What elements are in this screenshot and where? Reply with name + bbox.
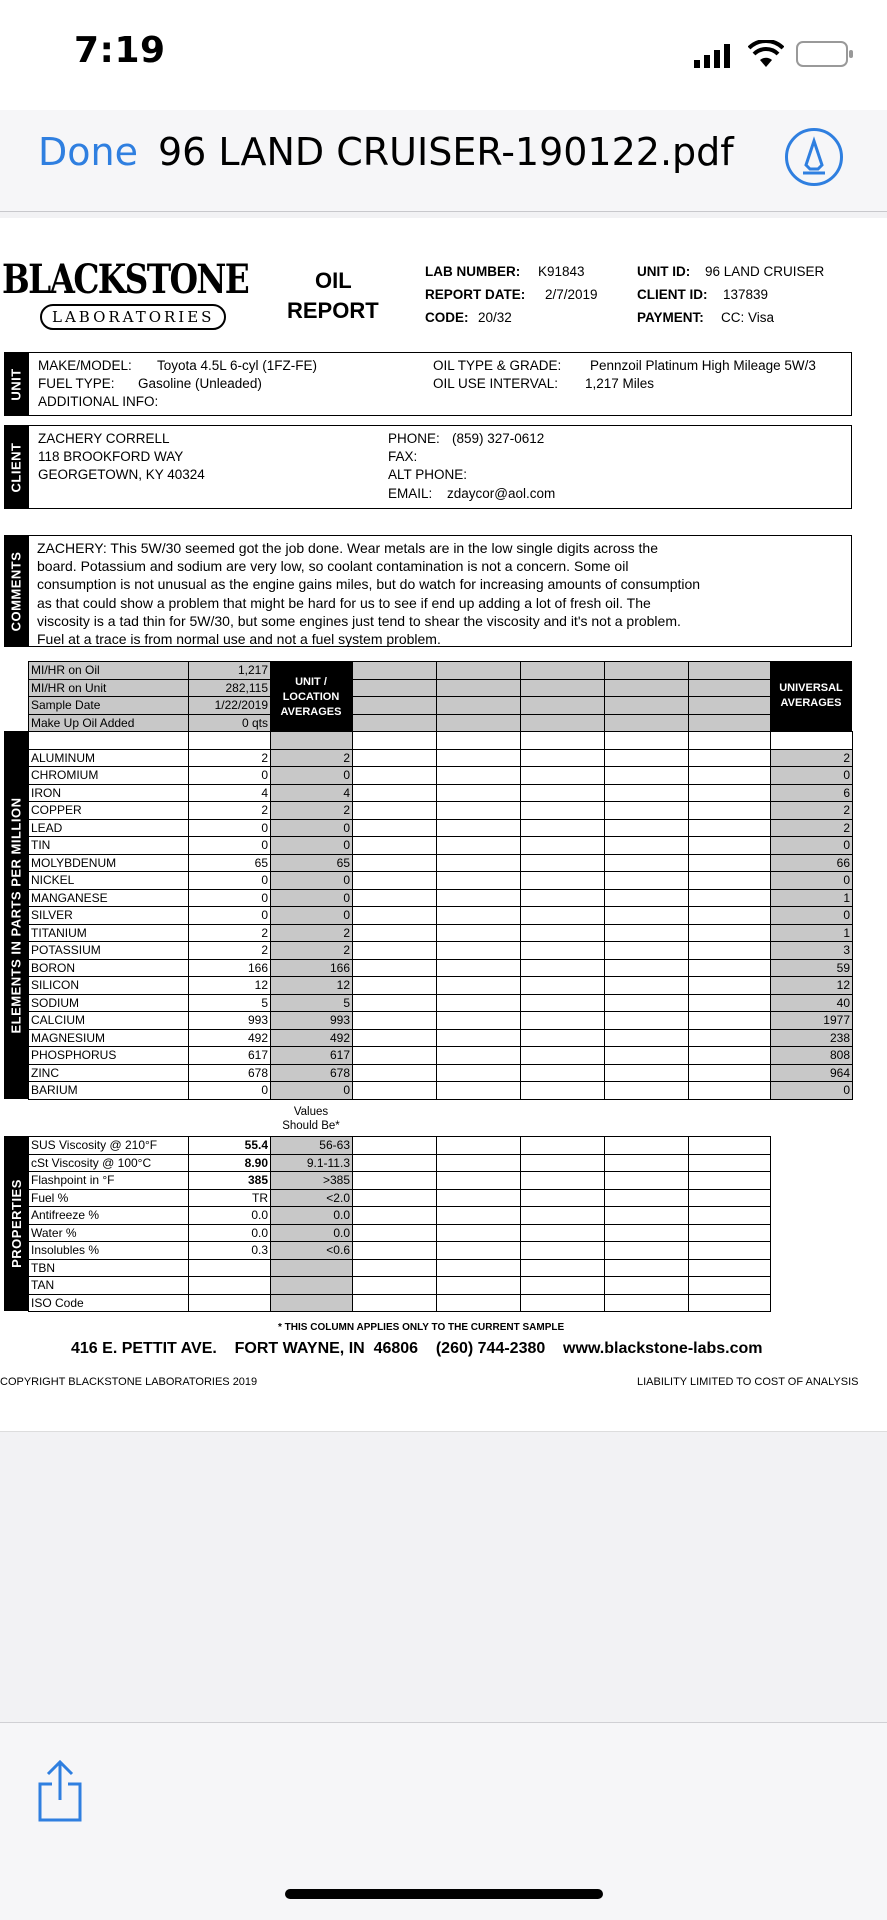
table-row: BORON 166 166 59: [29, 959, 853, 977]
pdf-page: [0, 218, 887, 1432]
blackstone-logo: [2, 258, 250, 338]
clock: 7:19: [74, 30, 166, 71]
fuel-type: Gasoline (Unleaded): [138, 376, 262, 391]
report-title: REPORT: [287, 298, 379, 323]
table-row: Sample Date 1/22/2019: [29, 697, 271, 715]
unit-id: 96 LAND CRUISER: [705, 264, 825, 279]
report-date: 2/7/2019: [545, 287, 598, 302]
properties-table: [28, 1136, 771, 1312]
table-row: Flashpoint in °F 385 >385: [29, 1172, 771, 1190]
additional-info-label: ADDITIONAL INFO:: [38, 394, 159, 409]
sample-table: [28, 661, 271, 732]
unit-averages-header: UNIT / LOCATION AVERAGES: [270, 661, 352, 731]
universal-averages-header: UNIVERSAL AVERAGES: [770, 661, 852, 731]
make-model-label: MAKE/MODEL:: [38, 358, 132, 373]
table-row: MAGNESIUM 492 492 238: [29, 1029, 853, 1047]
client-id: 137839: [723, 287, 769, 302]
lab-number-label: LAB NUMBER:: [425, 264, 521, 279]
payment-label: PAYMENT:: [637, 310, 704, 325]
liability: LIABILITY LIMITED TO COST OF ANALYSIS: [637, 1376, 859, 1388]
markup-pen-icon[interactable]: [785, 128, 843, 186]
oil-type-label: OIL TYPE & GRADE:: [433, 358, 562, 373]
table-row: LEAD 0 0 2: [29, 819, 853, 837]
table-row: CALCIUM 993 993 1977: [29, 1012, 853, 1030]
oil-use: 1,217 Miles: [585, 376, 655, 391]
lab-address: 416 E. PETTIT AVE. FORT WAYNE, IN 46806 (260) 744-2380 www.blackstone-labs.com: [71, 1340, 763, 1357]
share-icon[interactable]: [36, 1760, 84, 1822]
fuel-type-label: FUEL TYPE:: [38, 376, 115, 391]
home-indicator: [285, 1889, 603, 1899]
oil-use-label: OIL USE INTERVAL:: [433, 376, 559, 391]
table-row: TIN 0 0 0: [29, 837, 853, 855]
footnote: * THIS COLUMN APPLIES ONLY TO THE CURRENT SAMPLE: [278, 1322, 565, 1333]
phone: (859) 327-0612: [452, 431, 545, 446]
table-row: BARIUM 0 0 0: [29, 1082, 853, 1100]
oil-title: OIL: [315, 268, 352, 293]
done-button[interactable]: Done: [38, 130, 138, 174]
table-row: ISO Code: [29, 1294, 771, 1312]
table-row: Antifreeze % 0.0 0.0: [29, 1207, 771, 1225]
logo-name: BLACKSTONE: [2, 256, 249, 303]
table-row: TITANIUM 2 2 1: [29, 924, 853, 942]
client-id-label: CLIENT ID:: [637, 287, 708, 302]
signal-icon: [694, 44, 732, 68]
code-label: CODE:: [425, 310, 469, 325]
table-row: cSt Viscosity @ 100°C 8.90 9.1-11.3: [29, 1154, 771, 1172]
unit-id-label: UNIT ID:: [637, 264, 691, 279]
report-date-label: REPORT DATE:: [425, 287, 526, 302]
email-label: EMAIL:: [388, 486, 433, 501]
table-row: SILICON 12 12 12: [29, 977, 853, 995]
table-row: CHROMIUM 0 0 0: [29, 767, 853, 785]
table-row: Insolubles % 0.3 <0.6: [29, 1242, 771, 1260]
table-row: MI/HR on Unit 282,115: [29, 679, 271, 697]
table-row: PHOSPHORUS 617 617 808: [29, 1047, 853, 1065]
table-row: Water % 0.0 0.0: [29, 1224, 771, 1242]
table-row: NICKEL 0 0 0: [29, 872, 853, 890]
client-section-label: CLIENT: [4, 425, 28, 509]
client-street: 118 BROOKFORD WAY: [38, 449, 184, 464]
table-row: IRON 4 4 6: [29, 784, 853, 802]
oil-type: Pennzoil Platinum High Mileage 5W/3: [590, 358, 816, 373]
table-row: SILVER 0 0 0: [29, 907, 853, 925]
table-row: TAN: [29, 1277, 771, 1295]
comments-text: ZACHERY: This 5W/30 seemed got the job done. Wear metals are in the low single digits across the board. Potassium and sodium are very low, so coolant contamination is not a concern. Some oil consumption is not unusual as the engine gains miles, but do watch for increasing amounts of consumption as that could show a problem that might be hard for us to see if end up adding a lot of fresh oil. The viscosity is a tad thin for 5W/30, but some engines just tend to shear the viscosity and it's not a problem. Fuel at a trace is from normal use and not a fuel system problem.: [37, 540, 701, 648]
fax-label: FAX:: [388, 449, 418, 464]
table-row: SODIUM 5 5 40: [29, 994, 853, 1012]
sample-grid: [352, 661, 771, 732]
logo-subtitle: LABORATORIES: [40, 304, 226, 330]
status-bar: [0, 0, 887, 110]
properties-section-label: PROPERTIES: [4, 1136, 28, 1311]
lab-number: K91843: [538, 264, 585, 279]
payment: CC: Visa: [721, 310, 775, 325]
table-row: Fuel % TR <2.0: [29, 1189, 771, 1207]
table-row: MI/HR on Oil 1,217: [29, 662, 271, 680]
email: zdaycor@aol.com: [447, 486, 556, 501]
make-model: Toyota 4.5L 6-cyl (1FZ-FE): [157, 358, 318, 373]
table-row: Make Up Oil Added 0 qts: [29, 714, 271, 732]
table-row: TBN: [29, 1259, 771, 1277]
unit-section-label: UNIT: [4, 352, 28, 416]
alt-phone-label: ALT PHONE:: [388, 467, 468, 482]
elements-section-label: ELEMENTS IN PARTS PER MILLION: [4, 731, 28, 1099]
client-city: GEORGETOWN, KY 40324: [38, 467, 205, 482]
table-row: POTASSIUM 2 2 3: [29, 942, 853, 960]
client-name: ZACHERY CORRELL: [38, 431, 170, 446]
table-row: MANGANESE 0 0 1: [29, 889, 853, 907]
phone-label: PHONE:: [388, 431, 440, 446]
pdf-nav-bar: [0, 110, 887, 212]
wifi-icon: [748, 40, 784, 68]
battery-icon: [796, 40, 854, 68]
table-row: ALUMINUM 2 2 2: [29, 749, 853, 767]
code: 20/32: [478, 310, 512, 325]
document-title: 96 LAND CRUISER-190122.pdf: [158, 130, 734, 174]
should-be-header: Values Should Be*: [282, 1106, 340, 1132]
table-row: ZINC 678 678 964: [29, 1064, 853, 1082]
elements-table: [28, 731, 853, 1100]
comments-section-label: COMMENTS: [4, 535, 28, 647]
table-row: MOLYBDENUM 65 65 66: [29, 854, 853, 872]
copyright: COPYRIGHT BLACKSTONE LABORATORIES 2019: [0, 1376, 258, 1388]
table-row: SUS Viscosity @ 210°F 55.4 56-63: [29, 1137, 771, 1155]
table-row: COPPER 2 2 2: [29, 802, 853, 820]
